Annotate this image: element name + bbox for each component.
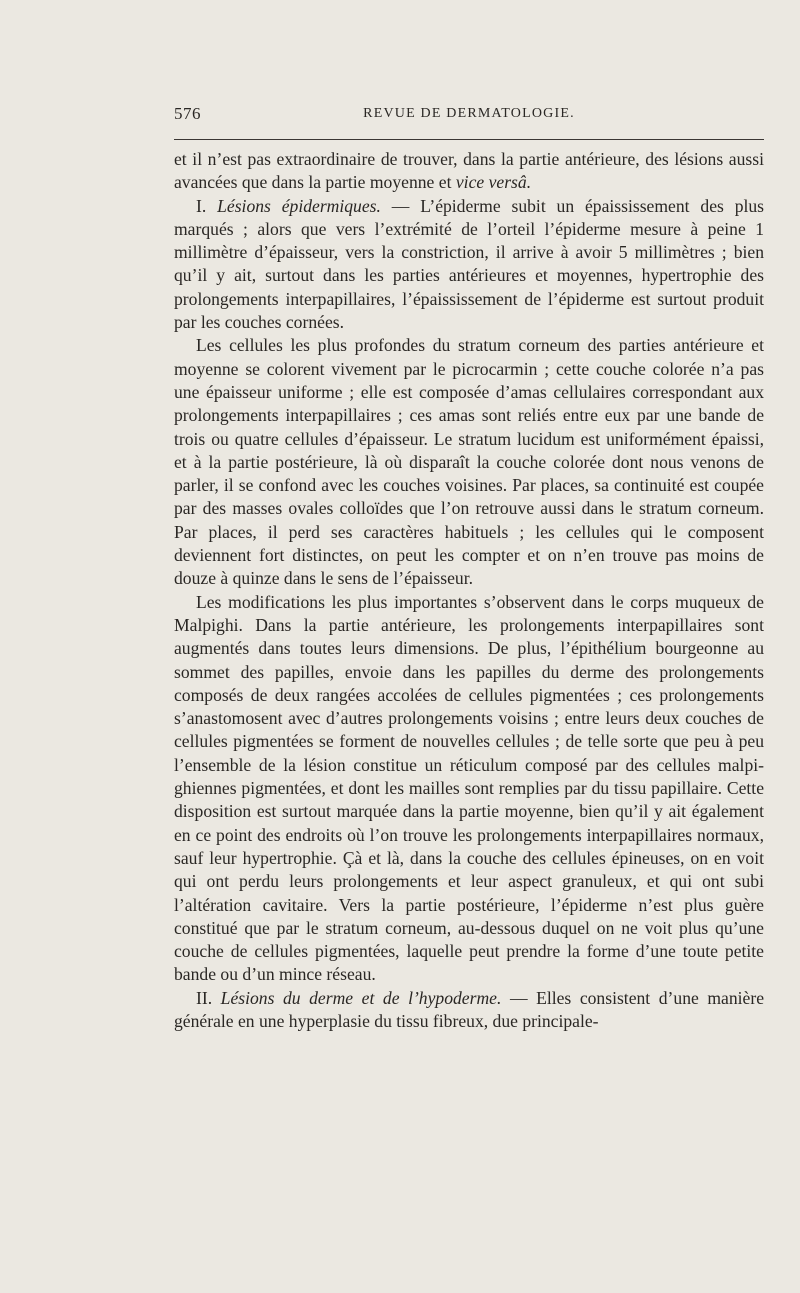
page-number: 576 <box>174 104 201 123</box>
section-number: II. <box>196 987 221 1008</box>
paragraph-continuation <box>174 148 764 195</box>
paragraph <box>174 591 764 987</box>
paragraph <box>174 334 764 590</box>
paragraph-text: — Elles consistent d’une manière générale en une hyperplasie du tissu fibreux, due principale- <box>174 987 765 1031</box>
section-heading: Lésions épidermiques. <box>217 195 381 216</box>
paragraph-section-two <box>174 987 764 1034</box>
page-header <box>174 104 764 128</box>
header-rule <box>174 139 764 140</box>
paragraph-section-one <box>174 195 764 335</box>
section-heading: Lésions du derme et de l’hypoderme. <box>220 987 502 1008</box>
article-body <box>174 148 764 1033</box>
paragraph-text: — L’épiderme subit un épaississement des plus marqués ; alors que vers l’extrémité de l’orteil l’épiderme mesure à peine 1 millimètre d’épaisseur, vers la constriction, il arrive à avoir 5 millimètres ; bien qu’il y ait, surtout dans les parties antérieures et moyennes, hypertrophie des prolongements interpapillaires, l’épaississement de l’épiderme est surtout produit par les couches cornées. <box>174 195 765 333</box>
running-head: REVUE DE DERMATOLOGIE. <box>363 106 575 121</box>
paragraph-text: Les cellules les plus profondes du stratum corneum des parties antérieure et moyenne se colorent vivement par le picrocarmin ; cette couche colorée n’a pas une épaisseur uniforme ; elle est composée d’amas cellulaires correspondant aux prolongements interpapillaires ; ces amas sont reliés entre eux par une bande de trois ou quatre cellules d’épaisseur. Le stratum lucidum est uniformément épaissi, et à la partie postérieure, là où disparaît la couche colorée dont nous venons de parler, il se confond avec les couches voisines. Par places, sa continuité est coupée par des masses ovales colloïdes que l’on retrouve aussi dans le stratum corneum. Par places, il perd ses caractères habituels ; les cellules qui le composent deviennent fort distinctes, on peut les compter et on n’en trouve pas moins de douze à quinze dans le sens de l’épaisseur. <box>174 335 764 589</box>
italic-phrase: vice versâ. <box>455 172 532 193</box>
paragraph-text: et il n’est pas extraordinaire de trouver, dans la partie antérieure, des lésions aussi avancées que dans la partie moyenne et <box>174 149 764 193</box>
paragraph-text: Les modifications les plus importantes s’observent dans le corps muqueux de Malpighi. Dans la partie antérieure, les prolongements interpapillaires sont augmentés dans toutes leurs dimensions. De plus, l’épithélium bourgeonne au sommet des papilles, envoie dans les papilles du derme des prolongements composés de deux rangées accolées de cellules pigmentées ; ces prolongements s’anastomosent avec d’autres prolongements voisins ; entre leurs deux couches de cellules pigmentées se forment de nouvelles cellules ; de telle sorte que peu à peu l’ensemble de la lésion constitue un réticulum composé par des cellules malpighiennes pigmentées, et dont les mailles sont remplies par du tissu papillaire. Cette disposition est surtout marquée dans la partie moyenne, bien qu’il y ait également en ce point des endroits où l’on trouve les prolongements interpapillaires normaux, sauf leur hypertrophie. Çà et là, dans la couche des cellules épineuses, on en voit qui ont perdu leurs prolongements et leur aspect granuleux, et qui ont subi l’altération cavitaire. Vers la partie postérieure, l’épiderme n’est plus guère constitué que par le stratum corneum, au-dessous duquel on ne voit plus qu’une couche de cellules pigmentées, laquelle peut prendre la forme d’une toute petite bande ou d’un mince réseau. <box>174 591 764 985</box>
section-number: I. <box>196 195 218 216</box>
